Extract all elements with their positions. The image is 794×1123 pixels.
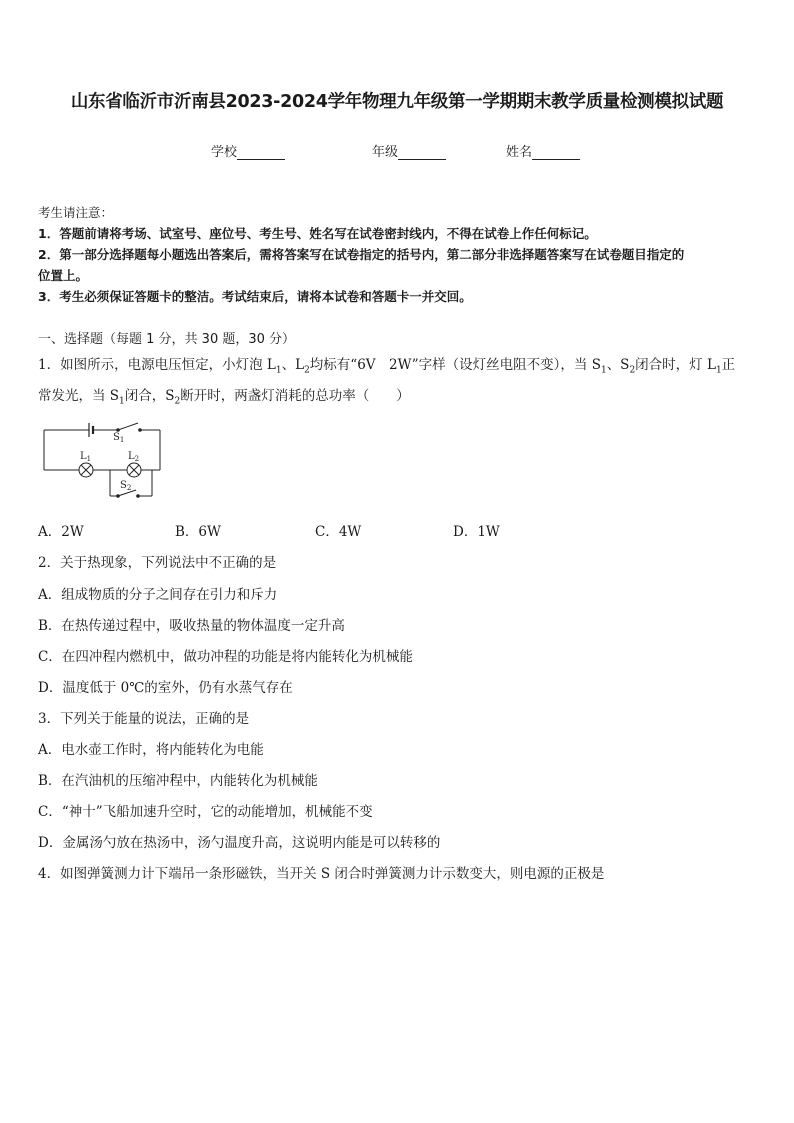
- grade-field: [372, 141, 446, 160]
- name-field: [506, 141, 580, 160]
- notice-3: 3．考生必须保证答题卡的整洁。考试结束后，请将本试卷和答题卡一并交回。: [38, 289, 472, 304]
- q3-option-c: C．“神十”飞船加速升空时，它的动能增加，机械能不变: [38, 804, 373, 820]
- name-blank[interactable]: [532, 147, 580, 160]
- q1-stem-line2: 常发光，当 $S_1$闭合，$S_2$断开时，两盏灯消耗的总功率（ ）: [38, 388, 410, 407]
- q2-option-b: B．在热传递过程中，吸收热量的物体温度一定升高: [38, 618, 345, 634]
- notice-label: 考生请注意：: [38, 205, 114, 220]
- l2-label: $L_2$: [128, 451, 140, 463]
- q3-option-b: B．在汽油机的压缩冲程中，内能转化为机械能: [38, 773, 318, 789]
- notice-2: 2．第一部分选择题每小题选出答案后，需将答案写在试卷指定的括号内，第二部分非选择题答案写在试卷题目指定的: [38, 247, 685, 262]
- q2-option-a: A．组成物质的分子之间存在引力和斥力: [38, 587, 278, 603]
- q1-option-d: D．1W: [453, 524, 500, 540]
- s2-label: $S_2$: [120, 480, 132, 492]
- grade-label: 年级: [372, 145, 399, 160]
- q1-option-c: C．4W: [315, 524, 362, 540]
- q2-option-d: D．温度低于 0℃的室外，仍有水蒸气存在: [38, 680, 293, 696]
- document-title: 山东省临沂市沂南县2023-2024学年物理九年级第一学期期末教学质量检测模拟试题: [70, 92, 724, 112]
- l1-label: $L_1$: [80, 451, 92, 463]
- notice-2-cont: 位置上。: [38, 268, 89, 283]
- school-blank[interactable]: [237, 147, 285, 160]
- q2-stem: 2．关于热现象，下列说法中不正确的是: [38, 555, 277, 571]
- school-field: [211, 141, 285, 160]
- q3-option-d: D．金属汤勺放在热汤中，汤勺温度升高，这说明内能是可以转移的: [38, 835, 441, 851]
- q3-stem: 3．下列关于能量的说法，正确的是: [38, 711, 250, 727]
- s1-label: $S_1$: [113, 432, 125, 444]
- circuit-diagram: [36, 418, 172, 504]
- notice-1: 1．答题前请将考场、试室号、座位号、考生号、姓名写在试卷密封线内，不得在试卷上作任何标记。: [38, 226, 597, 241]
- section-title: 一、选择题（每题 1 分，共 30 题，30 分）: [38, 332, 296, 347]
- grade-blank[interactable]: [398, 147, 446, 160]
- q1-option-a: A．2W: [38, 524, 84, 540]
- q1-option-b: B．6W: [175, 524, 221, 540]
- q2-option-c: C．在四冲程内燃机中，做功冲程的功能是将内能转化为机械能: [38, 649, 413, 665]
- q1-stem-line1: 1．如图所示，电源电压恒定，小灯泡 $L_1$、$L_2$均标有“6V 2W”字样（设灯丝电阻不变），当 $S_1$、$S_2$闭合时，灯 $L_1$正: [38, 357, 736, 376]
- school-label: 学校: [211, 145, 238, 160]
- q4-stem: 4．如图弹簧测力计下端吊一条形磁铁，当开关 S 闭合时弹簧测力计示数变大，则电源的正极是: [38, 866, 605, 882]
- q3-option-a: A．电水壶工作时，将内能转化为电能: [38, 742, 264, 758]
- name-label: 姓名: [506, 145, 533, 160]
